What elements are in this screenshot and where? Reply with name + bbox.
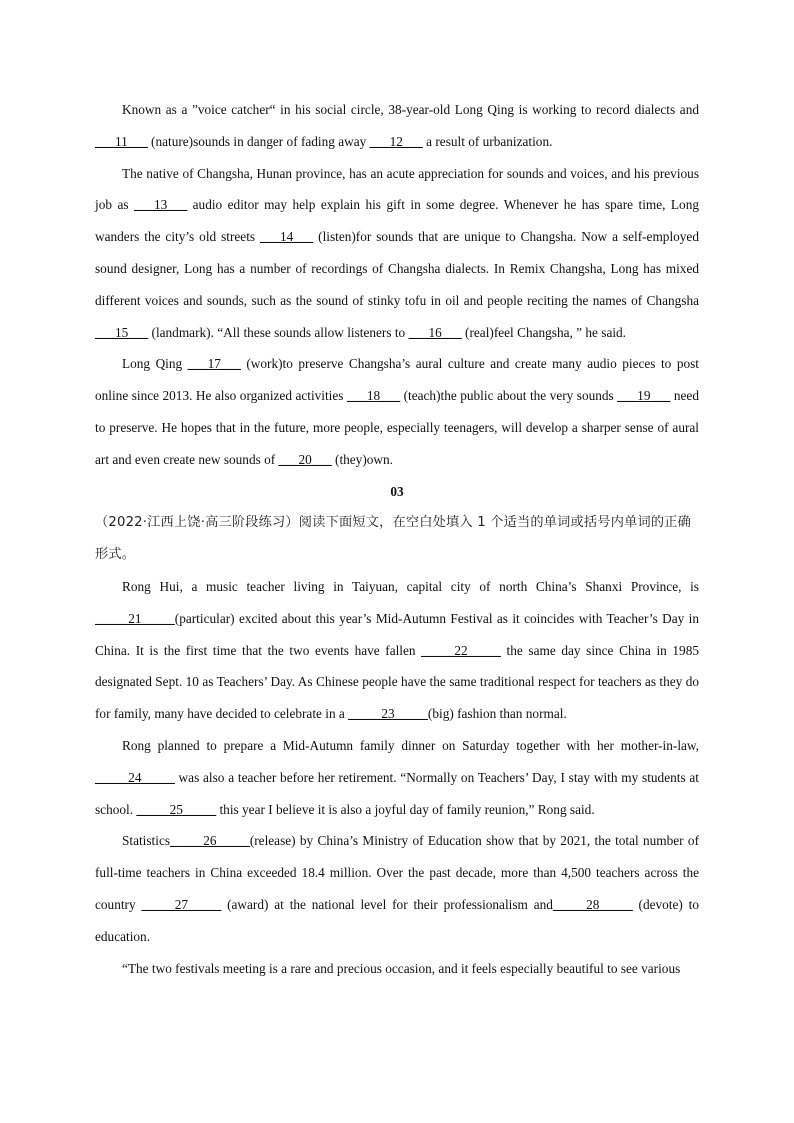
blank-16: ___16___	[408, 324, 462, 340]
text-segment: (listen)for sounds that are unique to Changsha. Now a self-employed sound designer, Long has a number of recordings of Changsha dialects. In Remix Changsha, Long has mixed different voices and sounds, such as the sound of stinky tofu in oil and people reciting the names of Changsha	[95, 229, 699, 308]
text-segment: The native of Changsha, Hunan province, has an acute appreciation for sounds and voices, and his previous job as	[95, 165, 699, 213]
paragraph	[95, 158, 699, 349]
blank-21: _____21_____	[95, 610, 175, 626]
blank-28: _____28_____	[552, 896, 633, 912]
paragraph	[95, 730, 699, 825]
text-segment: (real)feel Changsha, ” he said.	[461, 324, 627, 340]
blank-27: _____27_____	[141, 896, 222, 912]
text-segment: (release) by China’s Ministry of Education show that by 2021, the total number of full-time teachers in China exceeded 18.4 million. Over the past decade, more than 4,500 teachers across the country	[95, 833, 699, 912]
text-segment: (particular) excited about this year’s Mid-Autumn Festival as it coincides with Teacher’s Day in China. It is the first time that the two events have fallen	[95, 610, 699, 658]
text-segment: Long Qing	[122, 356, 188, 372]
paragraph	[95, 953, 699, 985]
blank-26: _____26_____	[170, 833, 250, 849]
paragraph	[95, 348, 699, 475]
text-segment: Statistics	[122, 833, 171, 849]
text-segment: need to preserve. He hopes that in the future, more people, especially teenagers, will develop a sharper sense of aural art and even create new sounds of	[95, 388, 699, 467]
text-segment: Known as a ”voice catcher“ in his social circle, 38-year-old Long Qing is working to record dialects and	[122, 102, 699, 117]
text-segment: “The two festivals meeting is a rare and precious occasion, and it feels especially beautiful to see various	[122, 960, 681, 976]
blank-18: ___18___	[346, 388, 401, 404]
text-segment: Rong Hui, a music teacher living in Taiyuan, capital city of north China’s Shanxi Province, is	[122, 578, 699, 594]
paragraph	[95, 94, 699, 158]
text-segment: Rong planned to prepare a Mid-Autumn family dinner on Saturday together with her mother-in-law,	[122, 737, 699, 753]
blank-17: ___17___	[187, 356, 241, 372]
section-number: 03	[390, 483, 404, 499]
text-segment: was also a teacher before her retirement. “Normally on Teachers’ Day, I stay with my students at school.	[95, 769, 699, 817]
text-segment: (they)own.	[331, 451, 393, 467]
blank-22: _____22_____	[421, 642, 501, 658]
blank-19: ___19___	[617, 388, 671, 404]
paragraph	[95, 825, 699, 952]
paragraph	[95, 571, 699, 730]
text-segment: the same day since China in 1985 designated Sept. 10 as Teachers’ Day. As Chinese people have the same traditional respect for teachers as they do for family, many have decided to celebrate in a	[95, 642, 699, 722]
blank-14: ___14___	[260, 229, 314, 245]
text-segment: (landmark). “All these sounds allow listeners to	[148, 324, 409, 340]
blank-23: _____23_____	[348, 706, 428, 722]
text-segment: audio editor may help explain his gift in some degree. Whenever he has spare time, Long wanders the city’s old streets	[95, 197, 699, 245]
text-segment: (work)to preserve Changsha’s aural culture and create many audio pieces to post online since 2013. He also organized activities	[95, 356, 699, 404]
blank-12: ___12___	[369, 133, 423, 149]
blank-15: ___15___	[95, 324, 149, 340]
blank-13: ___13___	[134, 197, 188, 213]
text-segment: a result of urbanization.	[422, 133, 553, 149]
text-segment: this year I believe it is also a joyful day of family reunion,” Rong said.	[216, 801, 595, 817]
blank-25: _____25_____	[136, 801, 217, 817]
text-segment: (award) at the national level for their professionalism and	[221, 896, 553, 912]
blank-11: ___11___	[95, 133, 148, 149]
text-segment: (teach)the public about the very sounds	[400, 388, 618, 404]
document-page	[95, 94, 699, 984]
text-segment: (nature)sounds in danger of fading away	[147, 133, 370, 149]
blank-24: _____24_____	[95, 769, 175, 785]
exercise-instruction: （2022·江西上饶·高三阶段练习）阅读下面短文，在空白处填入 1 个适当的单词或括号内单词的正确形式。	[95, 515, 692, 563]
blank-20: ___20___	[278, 451, 332, 467]
text-segment: (big) fashion than normal.	[427, 706, 567, 722]
text-segment: (devote) to education.	[95, 896, 700, 944]
